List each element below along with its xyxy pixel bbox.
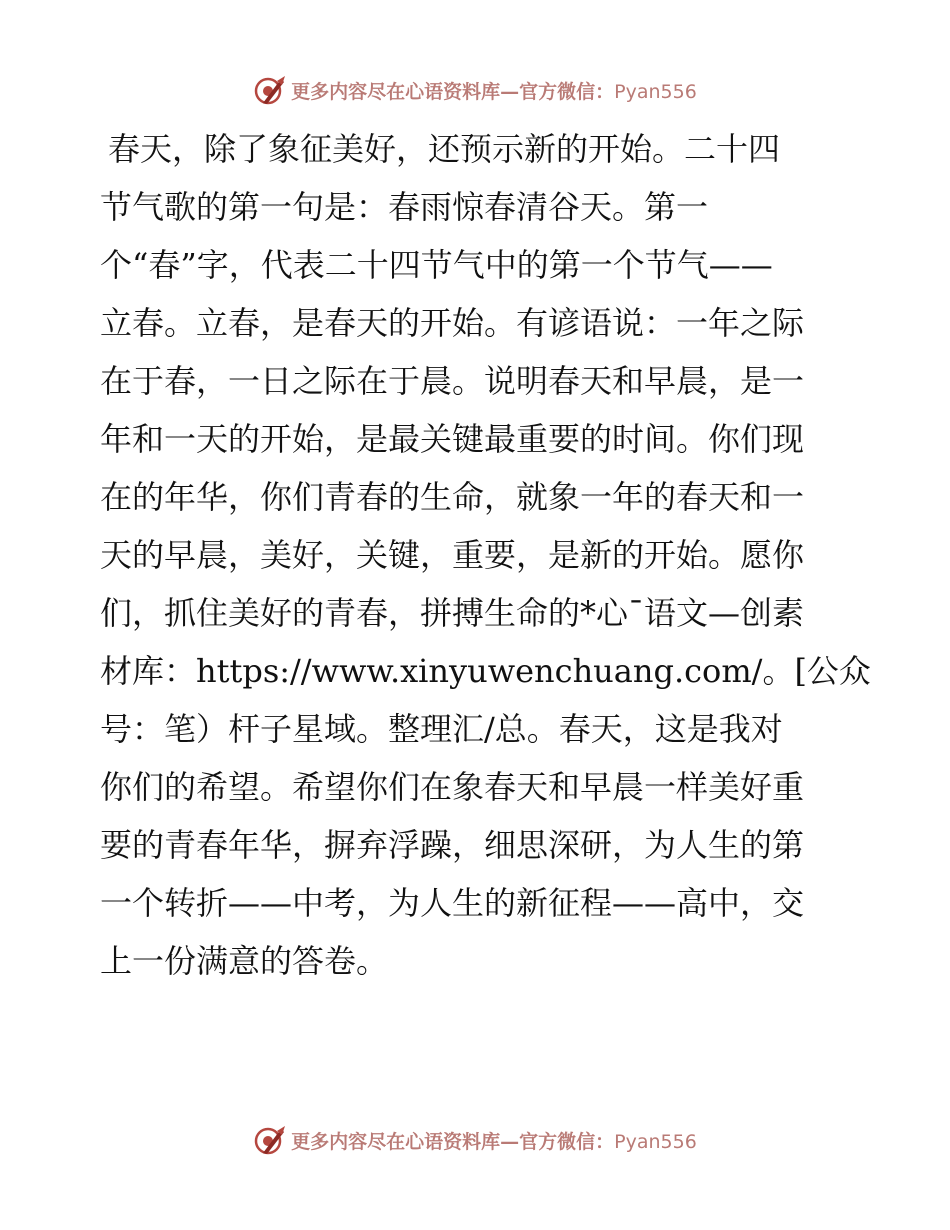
- wechat-id: Pyan556: [614, 80, 697, 103]
- text-line: 上一份满意的答卷。: [100, 942, 389, 980]
- text-line: 节气歌的第一句是：春雨惊春清谷天。第一: [100, 188, 709, 226]
- banner-text: 更多内容尽在心语资料库—官方微信：: [291, 80, 615, 103]
- text-line: 春天，除了象征美好，还预示新的开始。二十四: [108, 130, 781, 168]
- feather-logo-icon: [253, 73, 287, 107]
- text-line: 们，抓住美好的青春，拼搏生命的*心¯语文—创素: [100, 594, 805, 632]
- text-line: 你们的希望。希望你们在象春天和早晨一样美好重: [100, 768, 805, 806]
- feather-logo-icon: [253, 1123, 287, 1157]
- text-line: 在于春，一日之际在于晨。说明春天和早晨，是一: [100, 362, 805, 400]
- text-line: 个“春”字，代表二十四节气中的第一个节气——: [100, 246, 773, 284]
- text-line: 年和一天的开始，是最关键最重要的时间。你们现: [100, 420, 805, 458]
- header-banner: [0, 70, 950, 110]
- body-paragraph: [100, 128, 871, 998]
- text-line: 一个转折——中考，为人生的新征程——高中，交: [100, 884, 805, 922]
- text-line: 要的青春年华，摒弃浮躁，细思深研，为人生的第: [100, 826, 805, 864]
- text-line: 立春。立春，是春天的开始。有谚语说：一年之际: [100, 304, 805, 342]
- text-line: 材库：https://www.xinyuwenchuang.com/。[公众: [100, 652, 871, 690]
- wechat-id: Pyan556: [614, 1130, 697, 1153]
- text-line: 天的早晨，美好，关键，重要，是新的开始。愿你: [100, 536, 805, 574]
- banner-text: 更多内容尽在心语资料库—官方微信：: [291, 1130, 615, 1153]
- footer-banner: [0, 1120, 950, 1160]
- text-line: 在的年华，你们青春的生命，就象一年的春天和一: [100, 478, 805, 516]
- text-line: 号：笔）杆子星域。整理汇/总。春天，这是我对: [100, 710, 783, 748]
